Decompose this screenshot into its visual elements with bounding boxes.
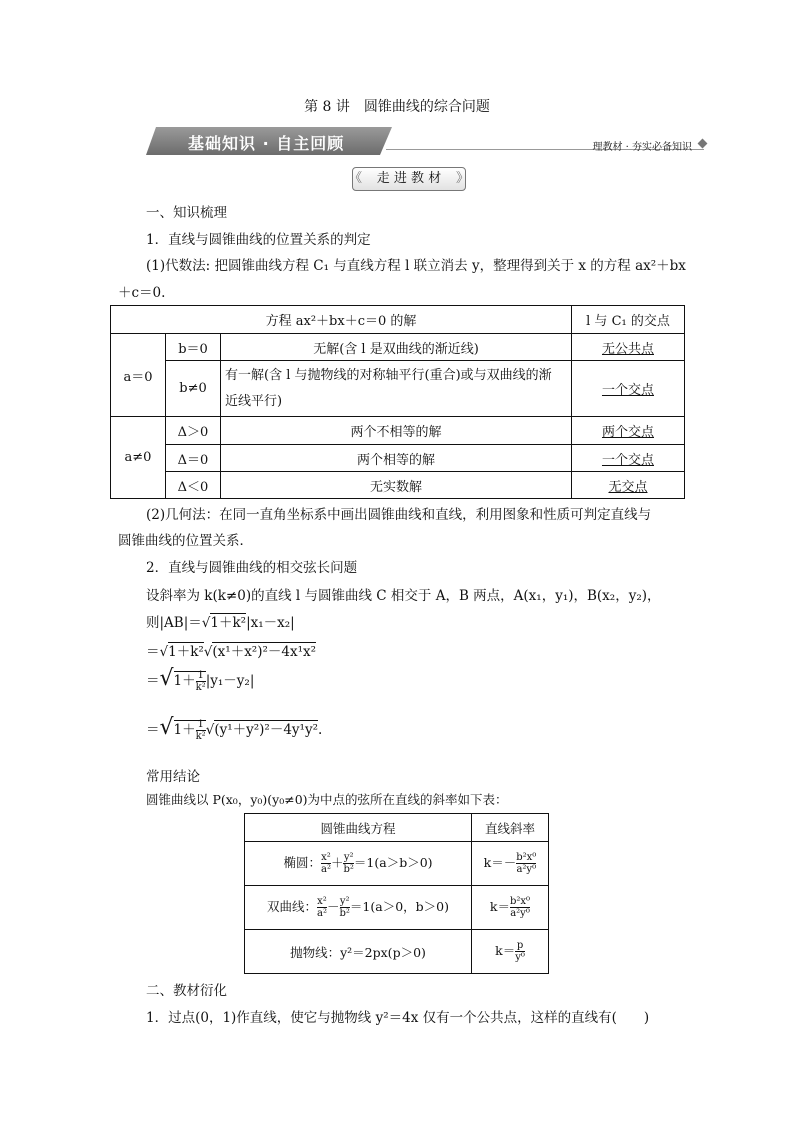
table2-slope-ellipse <box>472 842 549 886</box>
hyperbola-slope-num: b²x⁰ <box>510 896 531 907</box>
algebra-line-2: ＋c＝0. <box>118 285 166 301</box>
section-heading-1: 一、知识梳理 <box>146 205 227 221</box>
ellipse-b2: b² <box>343 864 354 875</box>
page-title: 第 8 讲 圆锥曲线的综合问题 <box>304 99 490 115</box>
formula4-frac-den: k² <box>195 731 206 742</box>
table1-a0: a＝0 <box>111 334 166 417</box>
ellipse-slope-den: a²y⁰ <box>516 864 537 875</box>
hyperbola-eq: ＝1(a＞0，b＞0) <box>349 899 449 914</box>
table1-head-right: l 与 C₁ 的交点 <box>572 306 685 334</box>
table2-slope-parabola <box>472 930 549 974</box>
conclusion-line: 圆锥曲线以 P(x₀，y₀)(y₀≠0)为中点的弦所在直线的斜率如下表： <box>146 792 508 807</box>
common-conclusion-heading: 常用结论 <box>146 769 200 785</box>
section-banner <box>146 127 710 155</box>
table1-an0: a≠0 <box>111 417 166 499</box>
table1-r1-desc: 无解(含 l 是双曲线的渐近线) <box>221 334 572 361</box>
banner-right-text: 理教材 · 夯实必备知识 <box>592 142 692 153</box>
table1-r5-cond: Δ＜0 <box>166 472 221 499</box>
hyperbola-frac-x <box>317 896 327 919</box>
formula-3: ＝√1＋ $\frac{1}{\text{k²}}$ |y₁－y₂| <box>146 666 255 693</box>
formula4-frac <box>196 719 206 742</box>
hyperbola-a2: a² <box>317 908 327 919</box>
formula3-frac-num: 1 <box>197 670 204 681</box>
ellipse-eq: ＝1(a＞b＞0) <box>353 855 433 870</box>
banner-left-text: 基础知识 · 自主回顾 <box>188 134 345 153</box>
table1-r2-desc2: 近线平行) <box>225 393 283 409</box>
formula-4: ＝√1＋ $\frac{1}{\text{k²}}$ √(y¹＋y²)²－4y¹y². <box>146 715 323 742</box>
table1-r5-desc: 无实数解 <box>221 472 572 499</box>
item-1-heading: 1．直线与圆锥曲线的位置关系的判定 <box>146 232 371 248</box>
formula4-one-plus: 1＋ <box>173 722 196 738</box>
formula2-eq: ＝ <box>146 644 160 660</box>
table2-row-hyperbola <box>245 886 472 930</box>
subsection-pill <box>352 167 466 191</box>
formula3-frac <box>196 670 206 693</box>
table1-head-left: 方程 ax²＋bx＋c＝0 的解 <box>111 306 572 334</box>
table1-r3-desc: 两个不相等的解 <box>221 417 572 445</box>
table1-r4-cond: Δ＝0 <box>166 445 221 472</box>
ellipse-frac-x <box>321 852 331 875</box>
slope-table <box>244 813 549 974</box>
table1-r3-cond: Δ＞0 <box>166 417 221 445</box>
table1-r5-res: 无交点 <box>608 479 648 495</box>
formula1-post: |x₁－x₂| <box>246 615 295 631</box>
diamond-icon <box>698 139 708 149</box>
hyperbola-slope-frac <box>510 896 530 919</box>
formula4-eq: ＝ <box>146 722 160 738</box>
formula4-end: . <box>318 722 323 738</box>
chord-line: 设斜率为 k(k≠0)的直线 l 与圆锥曲线 C 相交于 A，B 两点，A(x₁，y₁)，B(x₂，y₂)， <box>146 588 661 604</box>
ellipse-slope-num: b²x⁰ <box>516 852 537 863</box>
ellipse-k: k＝－ <box>483 855 517 870</box>
formula3-one-plus: 1＋ <box>173 673 196 689</box>
formula3-eq: ＝ <box>146 673 160 689</box>
item-2-heading: 2．直线与圆锥曲线的相交弦长问题 <box>146 560 358 576</box>
formula4-frac-num: 1 <box>197 719 204 730</box>
geometry-line-2: 圆锥曲线的位置关系． <box>118 533 253 549</box>
ellipse-sign: ＋ <box>330 855 344 870</box>
formula3-frac-den: k² <box>195 682 206 693</box>
parabola-label: 抛物线： <box>290 944 341 960</box>
table2-row-parabola <box>245 930 472 974</box>
ellipse-a2: a² <box>320 864 331 875</box>
table1-r4-desc: 两个相等的解 <box>221 445 572 472</box>
hyperbola-x2: x² <box>317 896 327 907</box>
table1-r3-res: 两个交点 <box>601 425 654 440</box>
formula4-rad2: (y¹＋y²)²－4y¹y² <box>214 722 319 738</box>
table2-head-right: 直线斜率 <box>472 814 549 842</box>
table1-r1-res: 无公共点 <box>601 341 654 357</box>
hyperbola-k: k＝ <box>489 899 510 914</box>
ellipse-x2: x² <box>321 852 331 863</box>
hyperbola-frac-y <box>340 896 350 919</box>
formula2-rad2: (x¹＋x²)²－4x¹x² <box>212 644 317 660</box>
hyperbola-label: 双曲线： <box>266 899 317 914</box>
table1-r2-cond: b≠0 <box>166 361 221 417</box>
formula2-rad1: 1＋k² <box>168 644 204 660</box>
ellipse-label: 椭圆： <box>283 855 321 870</box>
parabola-slope-num: p <box>516 940 524 951</box>
intersection-table <box>110 305 685 499</box>
table2-head-left: 圆锥曲线方程 <box>245 814 472 842</box>
algebra-line-1: (1)代数法: 把圆锥曲线方程 C₁ 与直线方程 l 联立消去 y，整理得到关于 x 的方程 ax²＋bx <box>146 258 686 274</box>
table2-slope-hyperbola <box>472 886 549 930</box>
formula1-radicand: 1＋k² <box>210 615 247 631</box>
parabola-k: k＝ <box>495 943 516 958</box>
parabola-slope-den: y⁰ <box>515 952 525 963</box>
formula3-post: |y₁－y₂| <box>205 673 255 689</box>
ellipse-slope-frac <box>516 852 536 875</box>
question-1: 1．过点(0，1)作直线，使它与抛物线 y²＝4x 仅有一个公共点，这样的直线有( ) <box>146 1010 650 1026</box>
formula1-pre: 则|AB|＝ <box>146 615 202 631</box>
table1-r4-res: 一个交点 <box>601 452 654 468</box>
hyperbola-sign: － <box>326 899 340 914</box>
formula-2: ＝√1＋k²√(x¹＋x²)²－4x¹x² <box>146 644 317 660</box>
parabola-slope-frac <box>515 940 525 963</box>
geometry-line-1: (2)几何法：在同一直角坐标系中画出圆锥曲线和直线，利用图象和性质可判定直线与 <box>146 507 652 523</box>
table2-row-ellipse <box>245 842 472 886</box>
table1-r2-desc1: 有一解(含 l 与抛物线的对称轴平行(重合)或与双曲线的渐 <box>225 367 552 383</box>
hyperbola-y2: y² <box>339 896 350 907</box>
parabola-eq: y²＝2px(p＞0) <box>340 944 426 960</box>
section-heading-2: 二、教材衍化 <box>146 983 227 999</box>
hyperbola-slope-den: a²y⁰ <box>510 908 530 919</box>
ellipse-frac-y <box>343 852 353 875</box>
hyperbola-b2: b² <box>339 908 350 919</box>
table1-r1-cond: b＝0 <box>166 334 221 361</box>
table1-r2-res: 一个交点 <box>601 383 654 398</box>
formula-1: 则|AB|＝√1＋k²|x₁－x₂| <box>146 615 295 631</box>
ellipse-y2: y² <box>343 852 354 863</box>
pill-text: 走 进 教 材 <box>376 171 442 186</box>
